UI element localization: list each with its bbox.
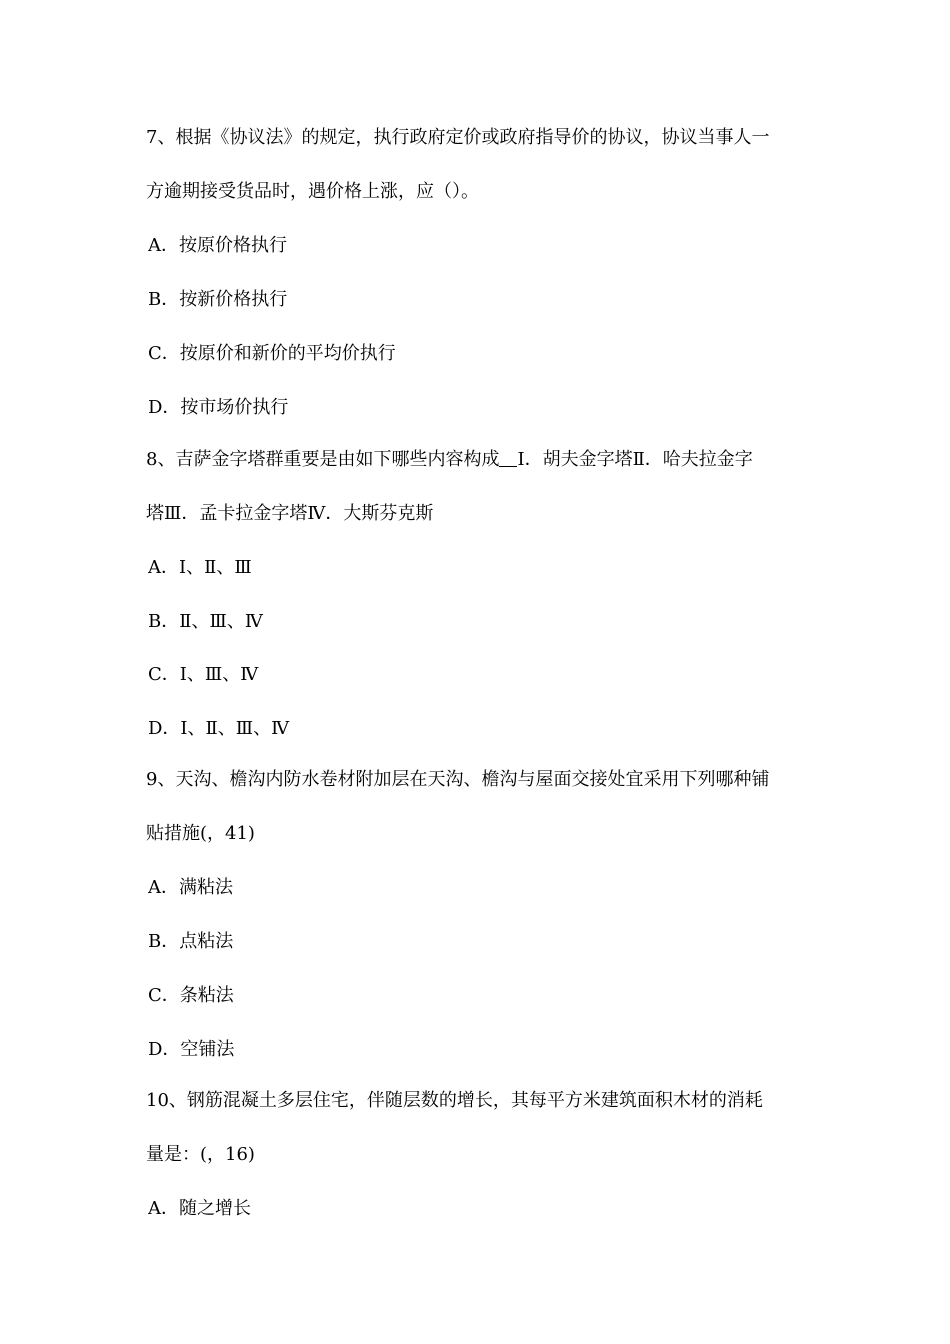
question-8-option-b: B．Ⅱ、Ⅲ、Ⅳ: [148, 611, 263, 632]
question-7-stem-line-1: 7、根据《协议法》的规定，执行政府定价或政府指导价的协议，协议当事人一: [146, 127, 770, 148]
question-8-stem-line-1: [146, 448, 810, 472]
question-10-option-a: A．随之增长: [148, 1198, 251, 1219]
question-10-stem-line-2: 量是：(，16): [146, 1144, 255, 1165]
question-7-stem-line-2: 方逾期接受货品时，遇价格上涨，应（）。: [146, 181, 479, 202]
question-7-option-a: A．按原价格执行: [148, 235, 287, 256]
question-8-option-d: D．Ⅰ、Ⅱ、Ⅲ、Ⅳ: [148, 718, 290, 739]
question-9-option-d: D．空铺法: [148, 1039, 235, 1060]
question-9-option-b: B．点粘法: [148, 931, 234, 952]
question-9-option-c: C．条粘法: [148, 985, 234, 1006]
question-7-option-b: B．按新价格执行: [148, 289, 288, 310]
question-9-stem-line-2: 贴措施(，41): [146, 823, 255, 844]
question-8-stem-line-2: 塔Ⅲ．孟卡拉金字塔Ⅳ．大斯芬克斯: [146, 503, 434, 524]
question-10-stem-line-1: 10、钢筋混凝土多层住宅，伴随层数的增长，其每平方米建筑面积木材的消耗: [146, 1090, 763, 1111]
question-7-option-d: D．按市场价执行: [148, 397, 289, 418]
question-8-stem-start: 8、吉萨金字塔群重要是由如下哪些内容构成: [146, 449, 500, 470]
question-8-stem-after-blank: Ⅰ．胡夫金字塔Ⅱ．哈夫拉金字: [517, 449, 753, 470]
question-9-stem-line-1: 9、天沟、檐沟内防水卷材附加层在天沟、檐沟与屋面交接处宜采用下列哪种铺: [146, 769, 770, 790]
answer-blank: [499, 448, 517, 467]
question-7-option-c: C．按原价和新价的平均价执行: [148, 343, 396, 364]
question-8-option-c: C．Ⅰ、Ⅲ、Ⅳ: [148, 664, 259, 685]
question-9-option-a: A．满粘法: [148, 877, 233, 898]
question-8-option-a: A．Ⅰ、Ⅱ、Ⅲ: [148, 557, 252, 578]
